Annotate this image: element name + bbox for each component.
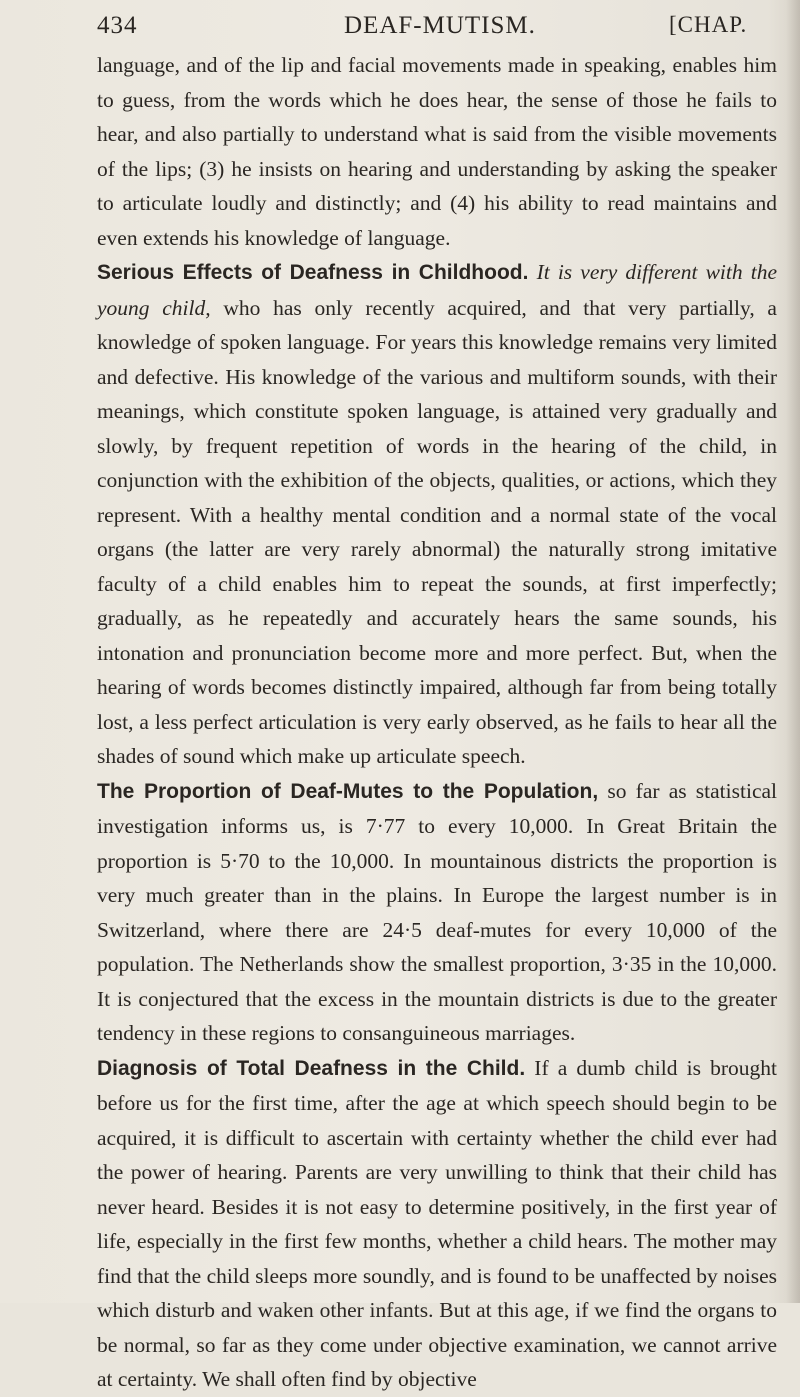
chapter-mark: [CHAP. xyxy=(669,12,748,37)
paragraph-text: who has only recently acquired, and that very partially, a knowledge of spoken language. For years this knowledge remains very limited and defective. His knowledge of the various and multiform sounds, with their meanings, which constitute spoken language, is attained very gradually and slowly, by frequent repetition of words in the hearing of the child, in conjunction with the exhibition of the objects, qualities, or actions, which they represent. With a healthy mental condition and a normal state of the vocal organs (the latter are very rarely abnormal) the naturally strong imitative faculty of a child enables him to repeat the sounds, at first imperfectly; gradually, as he repeatedly and accurately hears the same sounds, his intonation and pronunciation become more and more perfect. But, when the hearing of words becomes distinctly impaired, although far from being totally lost, a less perfect articulation is very early observed, as he fails to hear all the shades of sound which make up articulate speech. xyxy=(97,295,777,768)
paragraph-text: so far as statistical investigation informs us, is 7·77 to every 10,000. In Great Britain the proportion is 5·70 to the 10,000. In mountainous districts the proportion is very much greater than in the plains. In Europe the largest number is in Switzerland, where there are 24·5 deaf-mutes for every 10,000 of the population. The Netherlands show the smallest proportion, 3·35 in the 10,000. It is conjectured that the excess in the mountain districts is due to the greater tendency in these regions to consanguineous marriages. xyxy=(97,778,778,1045)
section-heading-diagnosis: Diagnosis of Total Deafness in the Child. xyxy=(97,1056,526,1080)
paragraph-continuation xyxy=(97,48,777,255)
running-head xyxy=(97,12,787,48)
paragraph-proportion xyxy=(97,774,777,1051)
running-title: DEAF-MUTISM. xyxy=(344,12,536,39)
emphasis-text: It is very different with the young child, xyxy=(97,260,777,320)
section-heading-proportion: The Proportion of Deaf-Mutes to the Population, xyxy=(97,779,599,803)
paragraph-diagnosis xyxy=(97,1051,777,1397)
page-edge-shadow xyxy=(786,0,800,1303)
text-body xyxy=(97,48,777,1397)
paragraph-text: If a dumb child is brought before us for the first time, after the age at which speech should begin to be acquired, it is difficult to ascertain with certainty whether the child ever had the power of hearing. Parents are very unwilling to think that their child has never heard. Besides it is not easy to determine positively, in the first year of life, especially in the first few months, whether a child hears. The mother may find that the child sleeps more soundly, and is found to be unaffected by noises which disturb and waken other infants. But at this age, if we find the organs to be normal, so far as they come under objective examination, we cannot arrive at certainty. We shall often find by objective xyxy=(97,1055,777,1391)
page-number: 434 xyxy=(97,12,138,39)
paragraph-text: language, and of the lip and facial movements made in speaking, enables him to guess, from the words which he does hear, the sense of those he fails to hear, and also partially to understand what is said from the visible movements of the lips; (3) he insists on hearing and understanding by asking the speaker to articulate loudly and distinctly; and (4) his ability to read maintains and even extends his knowledge of language. xyxy=(97,53,777,250)
paragraph-serious-effects xyxy=(97,255,777,774)
section-heading-serious-effects: Serious Effects of Deafness in Childhood. xyxy=(97,261,529,284)
